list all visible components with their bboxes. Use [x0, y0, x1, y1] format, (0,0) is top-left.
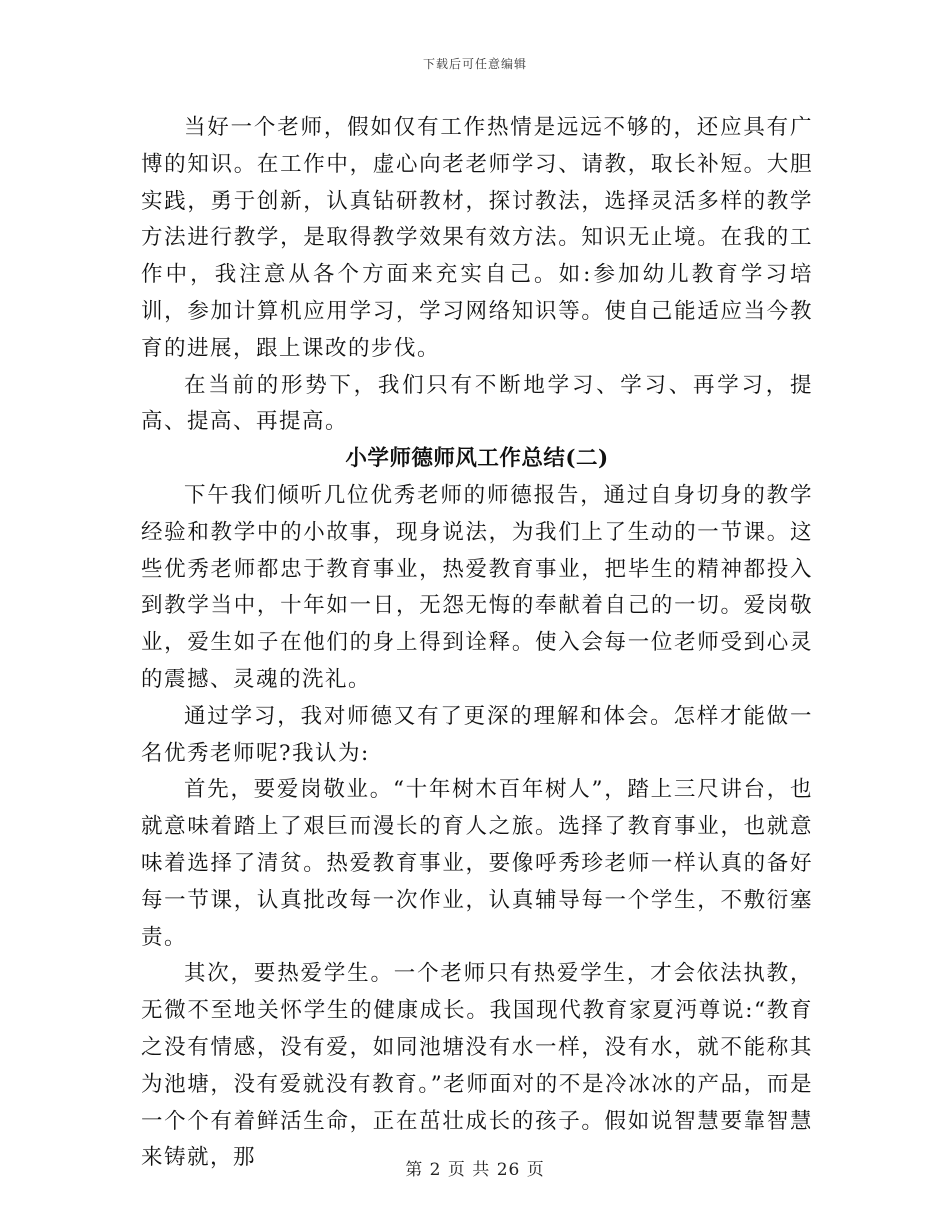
paragraph-1: 当好一个老师，假如仅有工作热情是远远不够的，还应具有广博的知识。在工作中，虚心向老老师学习、请教，取长补短。大胆实践，勇于创新，认真钻研教材，探讨教法，选择灵活多样的教学方法进行教学，是取得教学效果有效方法。知识无止境。在我的工作中，我注意从各个方面来充实自己。如:参加幼儿教育学习培训，参加计算机应用学习，学习网络知识等。使自己能适应当今教育的进展，跟上课改的步伐。 [141, 115, 813, 361]
page-number: 第 2 页 共 26 页 [405, 1160, 545, 1180]
paragraph-6: 其次，要热爱学生。一个老师只有热爱学生，才会依法执教，无微不至地关怀学生的健康成长。我国现代教育家夏沔尊说:“教育之没有情感，没有爱，如同池塘没有水一样，没有水，就不能称其为池塘，没有爱就没有教育。”老师面对的不是冷冰冰的产品，而是一个个有着鲜活生命，正在茁壮成长的孩子。假如说智慧要靠智慧来铸就，那 [141, 961, 813, 1171]
section-title: 小学师德师风工作总结(二) [345, 446, 609, 472]
header-note: 下载后可任意编辑 [422, 57, 527, 71]
paragraph-4: 通过学习，我对师德又有了更深的理解和体会。怎样才能做一名优秀老师呢?我认为: [141, 703, 813, 766]
document-body [141, 110, 813, 1177]
paragraph-2: 在当前的形势下，我们只有不断地学习、学习、再学习，提高、提高、再提高。 [141, 372, 813, 435]
paragraph-5: 首先，要爱岗敬业。“十年树木百年树人”，踏上三尺讲台，也就意味着踏上了艰巨而漫长的育人之旅。选择了教育事业，也就意味着选择了清贫。热爱教育事业，要像呼秀珍老师一样认真的备好每一节课，认真批改每一次作业，认真辅导每一个学生，不敷衍塞责。 [141, 777, 813, 950]
paragraph-3: 下午我们倾听几位优秀老师的师德报告，通过自身切身的教学经验和教学中的小故事，现身说法，为我们上了生动的一节课。这些优秀老师都忠于教育事业，热爱教育事业，把毕生的精神都投入到教学当中，十年如一日，无怨无悔的奉献着自己的一切。爱岗敬业，爱生如子在他们的身上得到诠释。使入会每一位老师受到心灵的震撼、灵魂的洗礼。 [141, 482, 813, 692]
